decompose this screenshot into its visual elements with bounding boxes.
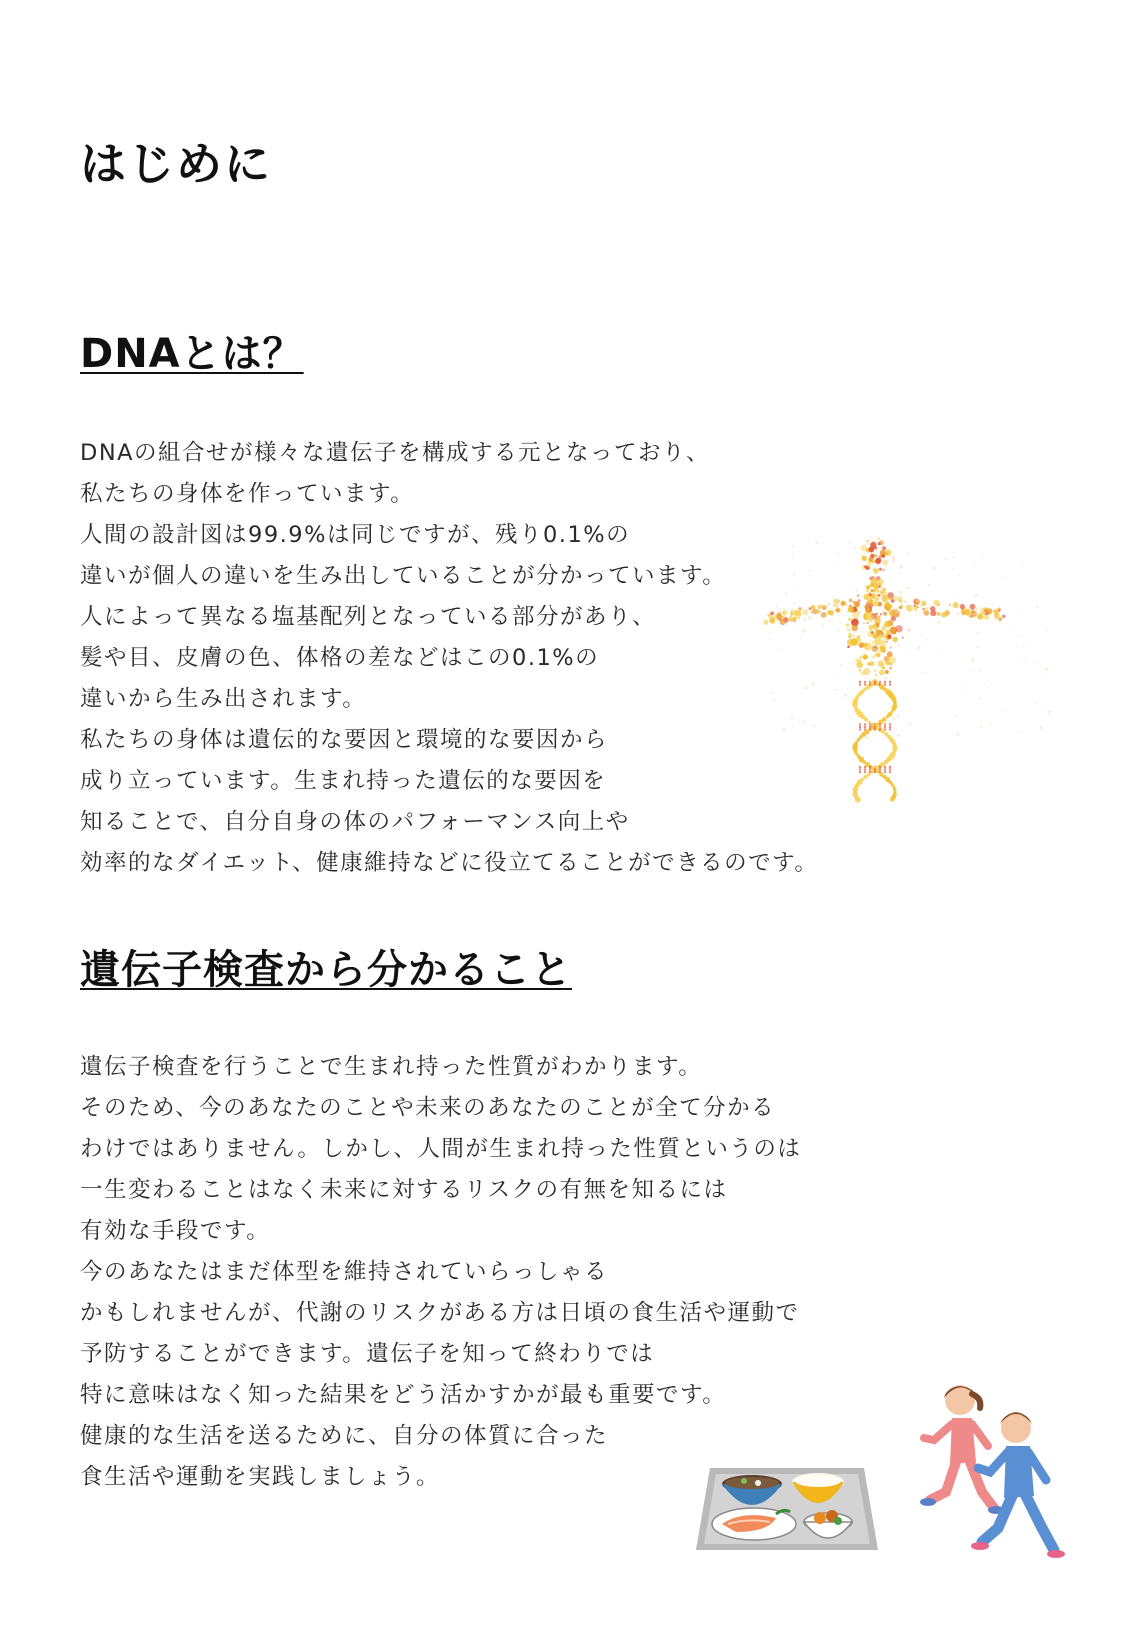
paragraph-line: 私たちの身体は遺伝的な要因と環境的な要因から bbox=[80, 727, 609, 753]
paragraph-line: 効率的なダイエット、健康維持などに役立てることができるのです。 bbox=[80, 850, 819, 876]
paragraph-line: 予防することができます。遺伝子を知って終わりでは bbox=[80, 1341, 655, 1367]
paragraph-line: 人によって異なる塩基配列となっている部分があり、 bbox=[80, 604, 657, 630]
paragraph-line: DNAの組合せが様々な遺伝子を構成する元となっており、 bbox=[80, 440, 711, 466]
gene-test-section-heading: 遺伝子検査から分かること bbox=[80, 947, 572, 993]
page-title: はじめに bbox=[80, 137, 272, 191]
paragraph-line: 知ることで、自分自身の体のパフォーマンス向上や bbox=[80, 809, 630, 835]
paragraph-line: かもしれませんが、代謝のリスクがある方は日頃の食生活や運動で bbox=[80, 1300, 800, 1326]
paragraph-line: わけではありません。しかし、人間が生まれ持った性質というのは bbox=[80, 1136, 802, 1162]
paragraph-line: 特に意味はなく知った結果をどう活かすかが最も重要です。 bbox=[80, 1382, 727, 1408]
paragraph-line: 有効な手段です。 bbox=[80, 1218, 271, 1244]
running-couple-icon bbox=[920, 1380, 1070, 1570]
gene-test-section-body bbox=[80, 1047, 880, 1498]
paragraph-line: 遺伝子検査を行うことで生まれ持った性質がわかります。 bbox=[80, 1054, 703, 1080]
paragraph-line: 一生変わることはなく未来に対するリスクの有無を知るには bbox=[80, 1177, 728, 1203]
paragraph-line: 人間の設計図は99.9%は同じですが、残り0.1%の bbox=[80, 522, 631, 548]
paragraph-line: 違いが個人の違いを生み出していることが分かっています。 bbox=[80, 563, 727, 589]
paragraph-line: 健康的な生活を送るために、自分の体質に合った bbox=[80, 1423, 609, 1449]
paragraph-line: 私たちの身体を作っています。 bbox=[80, 481, 415, 507]
dna-human-figure-icon bbox=[760, 532, 1060, 822]
dna-section-heading: DNAとは？ bbox=[80, 331, 304, 377]
paragraph-line: 食生活や運動を実践しましょう。 bbox=[80, 1464, 441, 1490]
meal-tray-icon bbox=[692, 1450, 882, 1560]
paragraph-line: そのため、今のあなたのことや未来のあなたのことが全て分かる bbox=[80, 1095, 776, 1121]
paragraph-line: 髪や目、皮膚の色、体格の差などはこの0.1%の bbox=[80, 645, 600, 671]
paragraph-line: 成り立っています。生まれ持った遺伝的な要因を bbox=[80, 768, 607, 794]
paragraph-line: 今のあなたはまだ体型を維持されていらっしゃる bbox=[80, 1259, 609, 1285]
paragraph-line: 違いから生み出されます。 bbox=[80, 686, 367, 712]
